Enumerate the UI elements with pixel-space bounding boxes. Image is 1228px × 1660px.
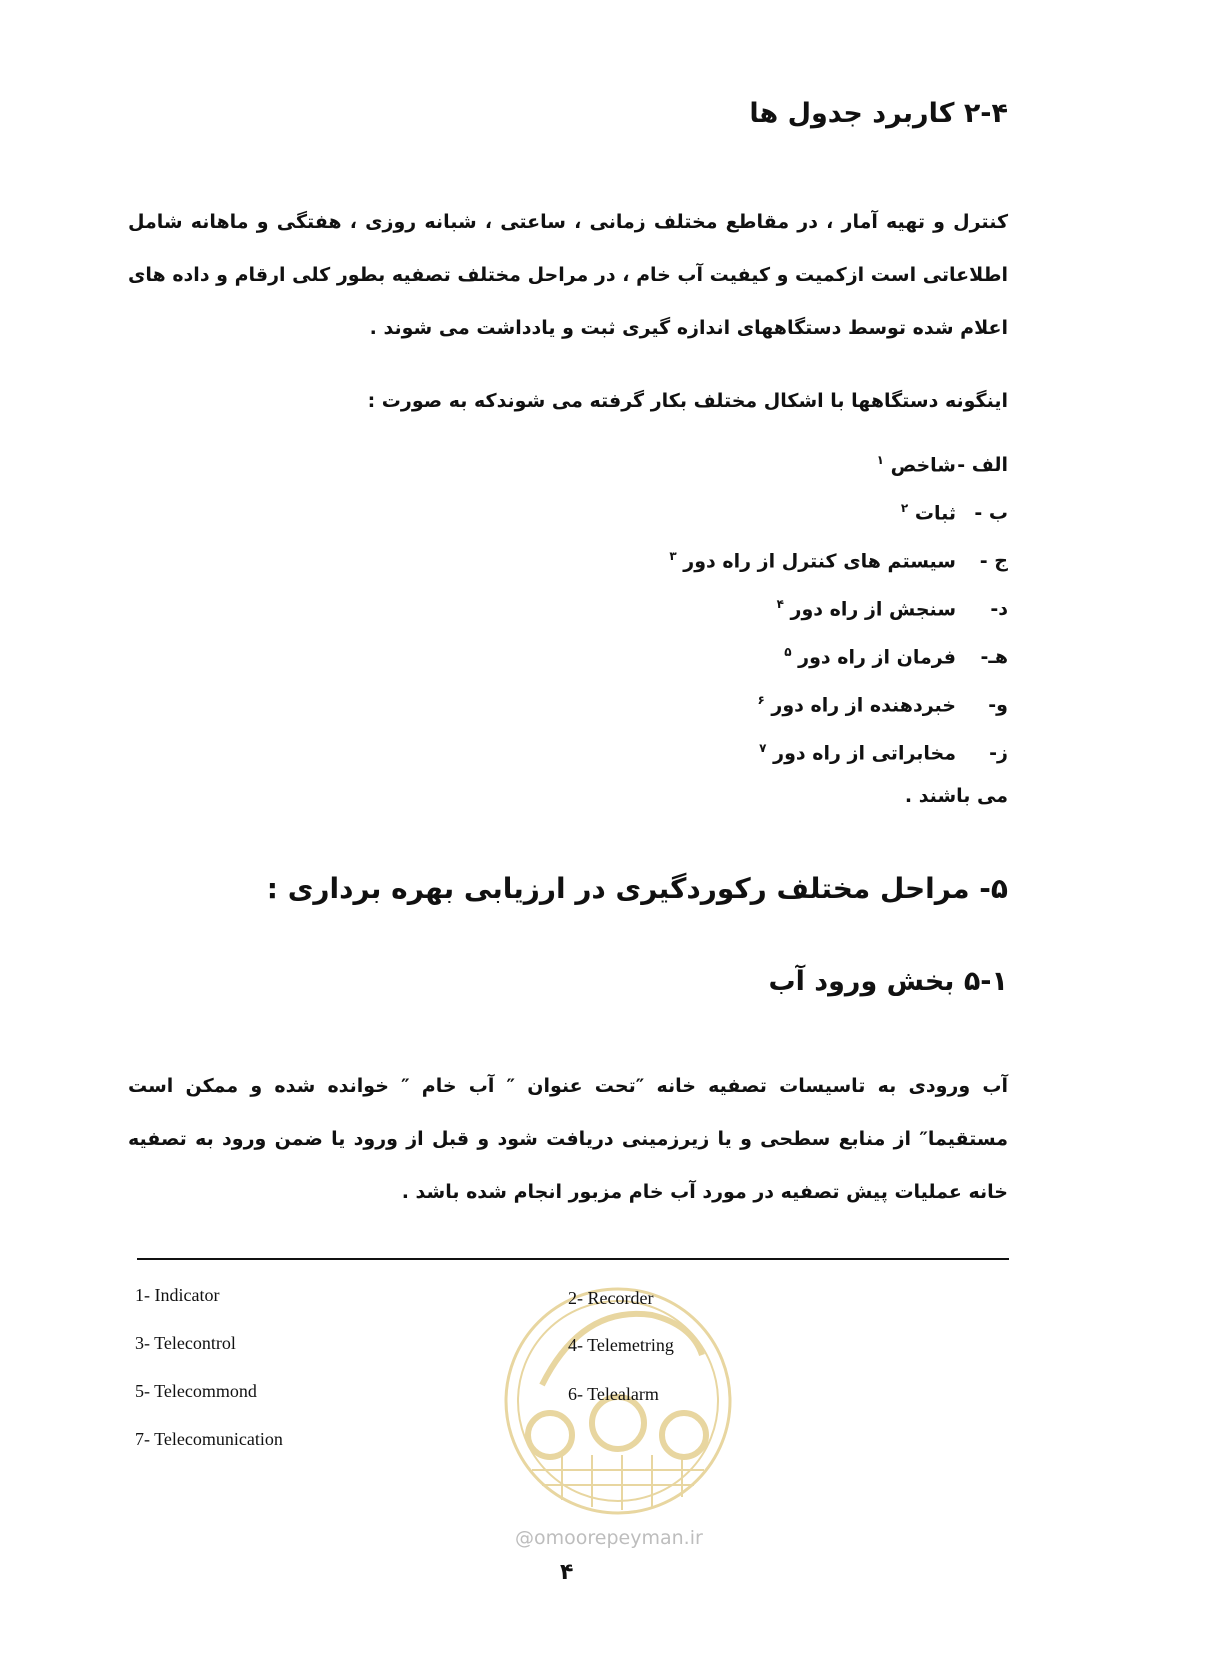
paragraph-statistics: کنترل و تهیه آمار ، در مقاطع مختلف زمانی ، ساعتی ، شبانه روزی ، هفتگی و ماهانه شامل اطلاعاتی است ازکمیت و کیفیت آب خام ، در مراحل مختلف تصفیه بطور کلی ارقام و داده های اعلام شده توسط دستگاههای اندازه گیری ثبت و یادداشت می شوند . xyxy=(128,211,1008,339)
footnote-2: 2- Recorder xyxy=(568,1288,654,1308)
list-marker: ج - xyxy=(979,550,1008,573)
list-text: مخابراتی از راه دور xyxy=(773,742,956,765)
list-text: خبردهنده از راه دور xyxy=(771,694,956,717)
page-number: ۴ xyxy=(560,1560,574,1585)
list-marker: ب - xyxy=(974,502,1008,525)
list-item xyxy=(669,628,1008,676)
section-heading-table-usage: ۲-۴ کاربرد جدول ها xyxy=(749,98,1008,129)
list-item xyxy=(669,580,1008,628)
list-closing: می باشند . xyxy=(904,785,1008,807)
footnote-6: 6- Telealarm xyxy=(568,1384,659,1404)
list-text: سیستم های کنترل از راه دور xyxy=(683,550,956,573)
list-item xyxy=(669,532,1008,580)
footnote-1: 1- Indicator xyxy=(135,1285,220,1305)
list-marker: ز- xyxy=(989,742,1008,765)
list-marker: د- xyxy=(990,598,1008,621)
footnote-ref: ۱ xyxy=(876,453,884,467)
list-marker: و- xyxy=(988,694,1008,717)
section-heading-recording-stages: ۵- مراحل مختلف رکوردگیری در ارزیابی بهره برداری : xyxy=(266,872,1008,905)
list-text: سنجش از راه دور xyxy=(790,598,956,621)
list-text: ثبات xyxy=(914,502,956,525)
footnote-divider xyxy=(137,1258,1009,1260)
footnote-4: 4- Telemetring xyxy=(568,1335,674,1355)
list-item xyxy=(669,436,1008,484)
list-item xyxy=(669,484,1008,532)
footnote-ref: ۷ xyxy=(759,741,767,755)
list-marker: الف - xyxy=(957,454,1008,477)
list-item xyxy=(669,724,1008,772)
section-heading-water-inlet: ۵-۱ بخش ورود آب xyxy=(768,966,1008,997)
list-marker: هـ- xyxy=(980,646,1008,669)
footnote-ref: ۶ xyxy=(757,693,765,707)
list-item xyxy=(669,676,1008,724)
device-list xyxy=(669,436,1008,820)
footnote-5: 5- Telecommond xyxy=(135,1381,257,1401)
footnote-ref: ۴ xyxy=(776,597,784,611)
footnote-ref: ۳ xyxy=(669,549,677,563)
list-text: شاخص xyxy=(890,454,956,477)
paragraph-raw-water: آب ورودی به تاسیسات تصفیه خانه ″تحت عنوان ″ آب خام ″ خوانده شده و ممکن است مستقیما″ از منابع سطحی و یا زیرزمینی دریافت شود و قبل از ورود یا ضمن ورود به تصفیه خانه عملیات پیش تصفیه در مورد آب خام مزبور انجام شده باشد . xyxy=(128,1075,1008,1203)
footnote-7: 7- Telecomunication xyxy=(135,1429,283,1449)
footnote-ref: ۲ xyxy=(900,501,909,515)
footnote-3: 3- Telecontrol xyxy=(135,1333,236,1353)
watermark-text: @omoorepeyman.ir xyxy=(515,1527,703,1549)
devices-intro: اینگونه دستگاهها با اشکال مختلف بکار گرفته می شوندکه به صورت : xyxy=(367,390,1008,412)
list-text: فرمان از راه دور xyxy=(798,646,956,669)
footnote-ref: ۵ xyxy=(784,645,792,659)
